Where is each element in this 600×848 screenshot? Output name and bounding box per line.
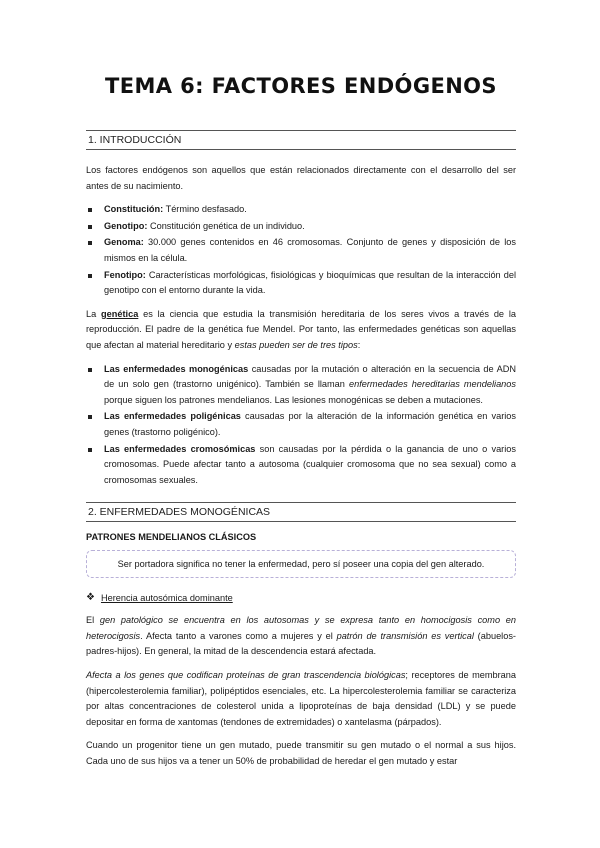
list-item: Genotipo: Constitución genética de un individuo. xyxy=(86,219,516,235)
list-item: Las enfermedades monogénicas causadas por la mutación o alteración en la secuencia de ADN de un solo gen (trastorno unigénico). También se llaman enfermedades hereditarias mendelianos porque siguen los patrones mendelianos. Las lesiones monogénicas se deben a mutaciones. xyxy=(86,362,516,409)
callout-box: Ser portadora significa no tener la enfermedad, pero sí poseer una copia del gen alterado. xyxy=(86,550,516,578)
dominant-paragraph-2: Afecta a los genes que codifican proteínas de gran trascendencia biológicas; receptores de membrana (hipercolesterolemia familiar), polipéptidos esenciales, etc. La hipercolesterolemia familiar se caracteriza por altas concentraciones de colesterol unida a lipoproteínas de baja densidad (LDL) y se puede depositar en forma de xantomas (tendones de extremidades) o xantelasma (párpados). xyxy=(86,670,516,727)
page-title: TEMA 6: FACTORES ENDÓGENOS xyxy=(105,74,497,98)
section-heading-monogenicas: 2. ENFERMEDADES MONOGÉNICAS xyxy=(86,502,516,522)
genetica-term: genética xyxy=(101,308,139,319)
list-item: Constitución: Término desfasado. xyxy=(86,202,516,218)
square-bullet-icon xyxy=(88,415,92,419)
dominant-paragraph-1: El gen patológico se encuentra en los autosomas y se expresa tanto en homocigosis como en heterocigosis. Afecta tanto a varones como a mujeres y el patrón de transmisión es vertical (abuelos-padres-hijos). En general, la mitad de la descendencia estará afectada. xyxy=(86,615,516,657)
list-item: Genoma: 30.000 genes contenidos en 46 cromosomas. Conjunto de genes y disposición de los mismos en la célula. xyxy=(86,235,516,266)
definitions-list xyxy=(86,202,516,299)
definition-term: Genoma xyxy=(104,237,141,248)
square-bullet-icon xyxy=(88,448,92,452)
type-term: Las enfermedades poligénicas xyxy=(104,411,241,422)
definition-text: Características morfológicas, fisiológicas y bioquímicas que resultan de la interacción del genotipo con el entorno durante la vida. xyxy=(104,269,516,296)
list-item: Fenotipo: Características morfológicas, fisiológicas y bioquímicas que resultan de la interacción del genotipo con el entorno durante la vida. xyxy=(86,268,516,299)
diamond-bullet-icon: ❖ xyxy=(86,592,95,604)
subsection-heading xyxy=(86,592,516,603)
square-bullet-icon xyxy=(88,208,92,212)
definition-text: 30.000 genes contenidos en 46 cromosomas. Conjunto de genes y disposición de los mismos en la célula. xyxy=(104,237,516,263)
definition-term: Fenotipo xyxy=(104,269,143,280)
definition-text: Término desfasado. xyxy=(163,204,247,215)
type-term: Las enfermedades monogénicas xyxy=(104,363,249,374)
section-heading-introduccion: 1. INTRODUCCIÓN xyxy=(86,130,516,150)
square-bullet-icon xyxy=(88,225,92,229)
square-bullet-icon xyxy=(88,274,92,278)
definition-text: Constitución genética de un individuo. xyxy=(147,220,305,231)
list-item: Las enfermedades cromosómicas son causadas por la pérdida o la ganancia de uno o varios cromosomas. Puede afectar tanto a autosoma (cualquier cromosoma que no sea sexual) como a cromosomas sexuales. xyxy=(86,442,516,489)
subsection-title: Herencia autosómica dominante xyxy=(100,592,233,603)
disease-types-list xyxy=(86,362,516,489)
list-item: Las enfermedades poligénicas causadas por la alteración de la información genética en varios genes (trastorno poligénico). xyxy=(86,409,516,440)
definition-term: Constitución xyxy=(104,204,161,215)
definition-term: Genotipo xyxy=(104,220,145,231)
dominant-paragraph-3: Cuando un progenitor tiene un gen mutado, puede transmitir su gen mutado o el normal a sus hijos. Cada uno de sus hijos va a tener un 50% de probabilidad de heredar el gen mutado y estar xyxy=(86,740,516,767)
genetics-paragraph: La genética es la ciencia que estudia la transmisión hereditaria de los seres vivos a través de la reproducción. El padre de la genética fue Mendel. Por tanto, las enfermedades genéticas son aquellas que afectan al material hereditario y estas pueden ser de tres tipos: xyxy=(86,308,516,350)
subheading-patrones: PATRONES MENDELIANOS CLÁSICOS xyxy=(86,532,257,543)
type-term: Las enfermedades cromosómicas xyxy=(104,443,256,454)
intro-paragraph: Los factores endógenos son aquellos que están relacionados directamente con el desarrollo del ser antes de su nacimiento. xyxy=(86,165,516,191)
square-bullet-icon xyxy=(88,368,92,372)
square-bullet-icon xyxy=(88,241,92,245)
